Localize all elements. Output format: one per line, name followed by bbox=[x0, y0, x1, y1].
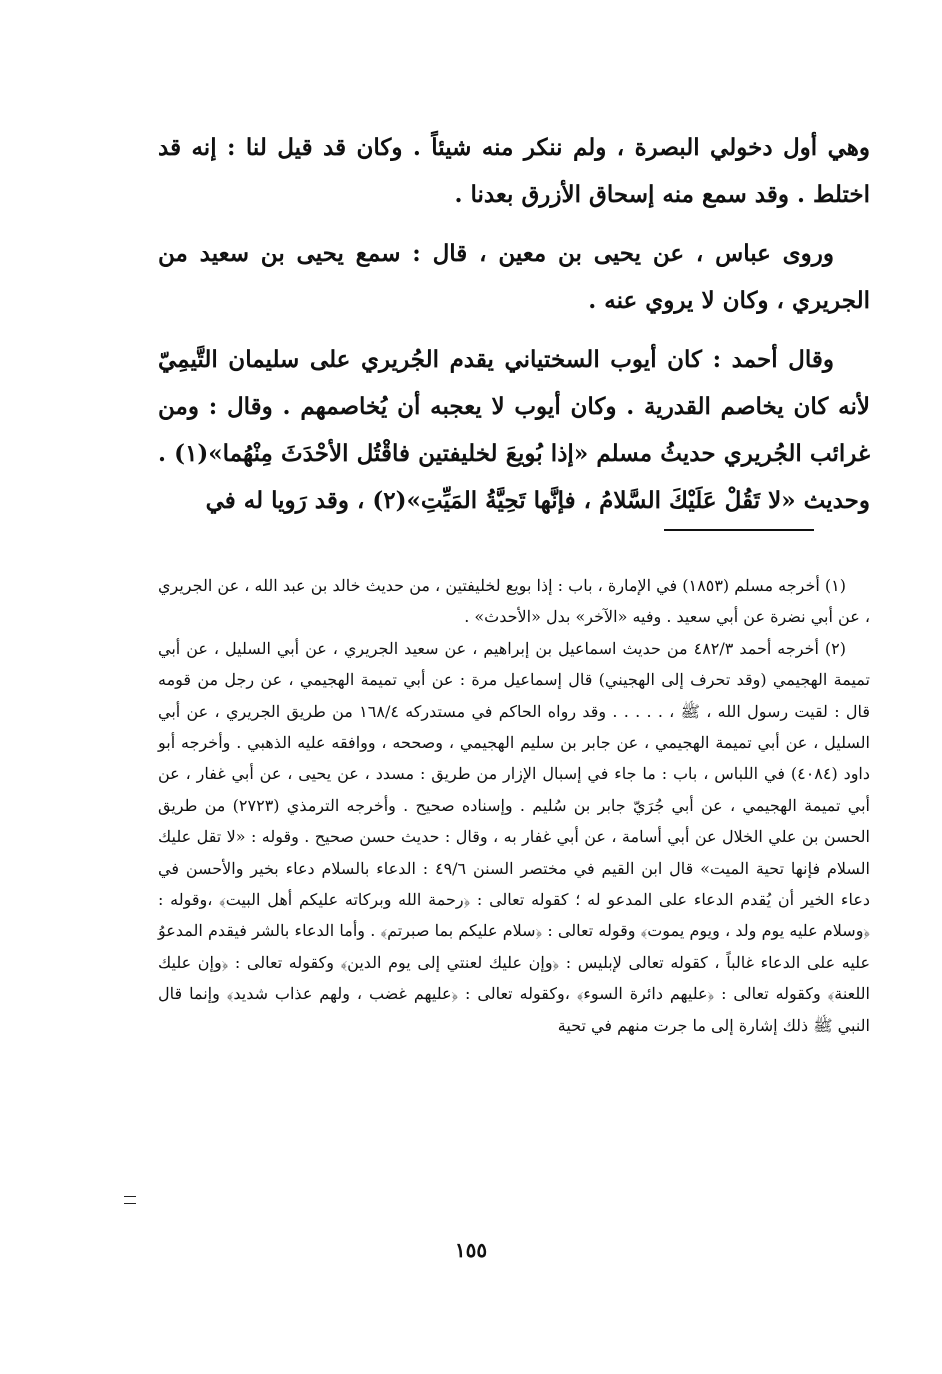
footnote-2: (٢) أخرجه أحمد ٤٨٢/٣ من حديث اسماعيل بن إبراهيم ، عن سعيد الجريري ، عن أبي السليل ، عن أبي تميمة الهجيمي (وقد تحرف إلى الهجيني) قال إسماعيل مرة : عن أبي تميمة الهجيمي ، عن رجل من قومه قال : لقيت رسول الله ، ﷺ ، . . . . . وقد رواه الحاكم في مستدركه ١٦٨/٤ من طريق الجريري ، عن أبي السليل ، عن أبي تميمة الهجيمي ، عن جابر بن سليم الهجيمي ، وصححه ، ووافقه عليه الذهبي . وأخرجه أبو داود (٤٠٨٤) في اللباس ، باب : ما جاء في إسبال الإزار من طريق : مسدد ، عن يحيى ، عن أبي غفار ، عن أبي تميمة الهجيمي ، عن أبي جُرَيّ جابر بن سُليم . وإسناده صحيح . وأخرجه الترمذي (٢٧٢٣) من طريق الحسن بن علي الخلال عن أبي أسامة ، عن أبي غفار به ، وقال : حديث حسن صحيح . وقوله : «لا تقل عليك السلام فإنها تحية الميت» قال ابن القيم في مختصر السنن ٤٩/٦ : الدعاء بالسلام دعاء بخير والأحسن في دعاء الخير أن يُقدم الدعاء على المدعو له ؛ كقوله تعالى : ﴿رحمة الله وبركاته عليكم أهل البيت﴾ ،وقوله : ﴿وسلام عليه يوم ولد ، ويوم يموت﴾ وقوله تعالى : ﴿سلام عليكم بما صبرتم﴾ . وأما الدعاء بالشر فيقدم المدعوُ عليه على الدعاء غالباً ، كقوله تعالى لإبليس : ﴿وإن عليك لعنتي إلى يوم الدين﴾ وكقوله تعالى : ﴿وإن عليك اللعنة﴾ وكقوله تعالى : ﴿عليهم دائرة السوء﴾ ،وكقوله تعالى : ﴿عليهم غضب ، ولهم عذاب شديد﴾ وإنما قال النبي ﷺ ذلك إشارة إلى ما جرت منهم في تحية bbox=[158, 638, 871, 1035]
paragraph-1: وهي أول دخولي البصرة ، ولم ننكر منه شيئاً . وكان قد قيل لنا : إنه قد اختلط . وقد سمع منه إسحاق الأزرق بعدنا . bbox=[158, 134, 870, 208]
footnote-1: (١) أخرجه مسلم (١٨٥٣) في الإمارة ، باب : إذا بويع لخليفتين ، من حديث خالد بن عبد الله ، عن الجريري ، عن أبي نضرة عن أبي سعيد . وفيه «الآخر» بدل «الأحدث» . bbox=[158, 576, 870, 627]
paragraph-3: وقال أحمد : كان أيوب السختياني يقدم الجُريري على سليمان التَّيمِيّ لأنه كان يخاصم القدرية . وكان أيوب لا يعجبه أن يُخاصمهم . وقال : ومن غرائب الجُريري حديثُ مسلم «إذا بُويعَ لخليفتين فاقْتُل الأحْدَثَ مِنْهُما»(١) . وحديث «لا تَقُلْ عَلَيْكَ السَّلامُ ، فإنَّها تَحِيَّةُ المَيِّتِ»(٢) ، وقد رَويا له في bbox=[158, 346, 870, 514]
margin-mark bbox=[124, 1196, 136, 1204]
paragraph-2: وروى عباس ، عن يحيى بن معين ، قال : سمع يحيى بن سعيد من الجريري ، وكان لا يروي عنه . bbox=[158, 240, 870, 314]
footnotes bbox=[158, 570, 870, 1041]
page-number: ١٥٥ bbox=[454, 1238, 488, 1262]
footnote-separator bbox=[664, 529, 814, 531]
main-text bbox=[158, 124, 870, 536]
